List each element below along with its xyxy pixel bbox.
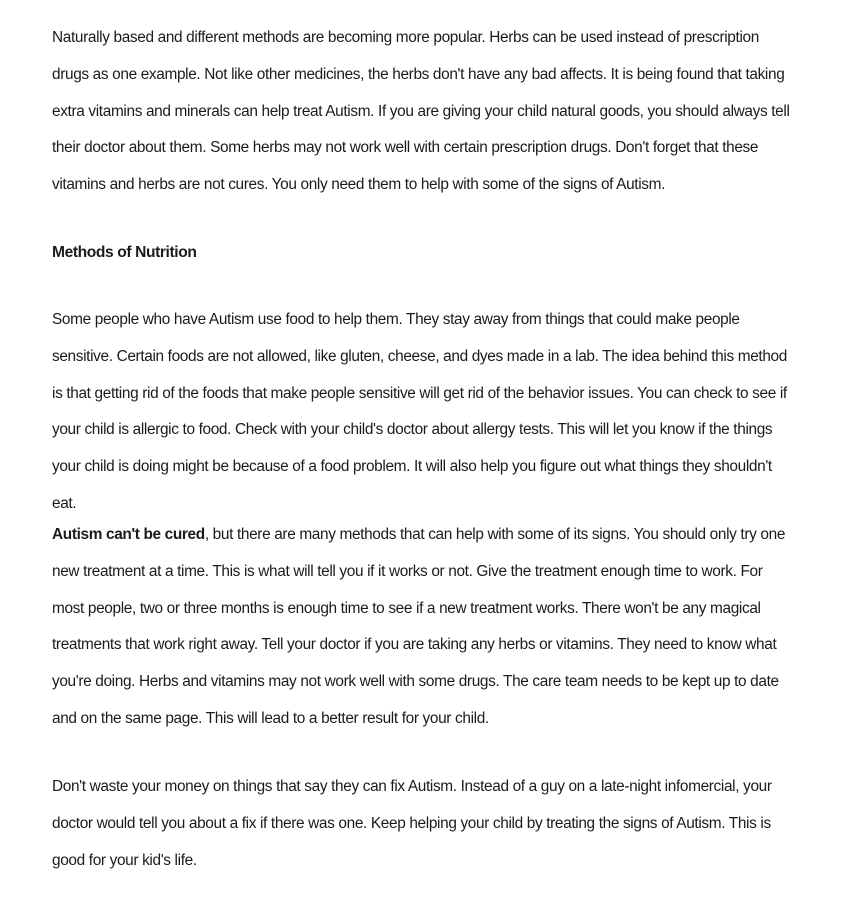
bold-phrase-autism-cant-be-cured: Autism can't be cured (52, 526, 205, 543)
paragraph-natural-methods: Naturally based and different methods are becoming more popular. Herbs can be used instead of prescription drugs as one example. Not like other medicines, the herbs don't have any bad affects. It is being found that taking extra vitamins and minerals can help treat Autism. If you are giving your child natural goods, you should always tell their doctor about them. Some herbs may not work well with certain prescription drugs. Don't forget that these vitamins and herbs are not cures. You only need them to help with some of the signs of Autism. (52, 29, 790, 194)
heading-methods-of-nutrition: Methods of Nutrition (52, 244, 197, 261)
paragraph-treatment (52, 517, 797, 738)
paragraph-nutrition: Some people who have Autism use food to help them. They stay away from things that could make people sensitive. Certain foods are not allowed, like gluten, cheese, and dyes made in a lab. The idea behind this method is that getting rid of the foods that make people sensitive will get rid of the behavior issues. You can check to see if your child is allergic to food. Check with your child's doctor about allergy tests. This will let you know if the things your child is doing might be because of a food problem. It will also help you figure out what things they shouldn't eat. (52, 311, 787, 512)
paragraph-treatment-text: , but there are many methods that can help with some of its signs. You should only try one new treatment at a time. This is what will tell you if it works or not. Give the treatment enough time to work. For most people, two or three months is enough time to see if a new treatment works. There won't be any magical treatments that work right away. Tell your doctor if you are taking any herbs or vitamins. They need to know what you're doing. Herbs and vitamins may not work well with some drugs. The care team needs to be kept up to date and on the same page. This will lead to a better result for your child. (52, 526, 786, 727)
paragraph-dont-waste-money: Don't waste your money on things that say they can fix Autism. Instead of a guy on a late-night infomercial, your doctor would tell you about a fix if there was one. Keep helping your child by treating the signs of Autism. This is good for your kid's life. (52, 778, 772, 869)
